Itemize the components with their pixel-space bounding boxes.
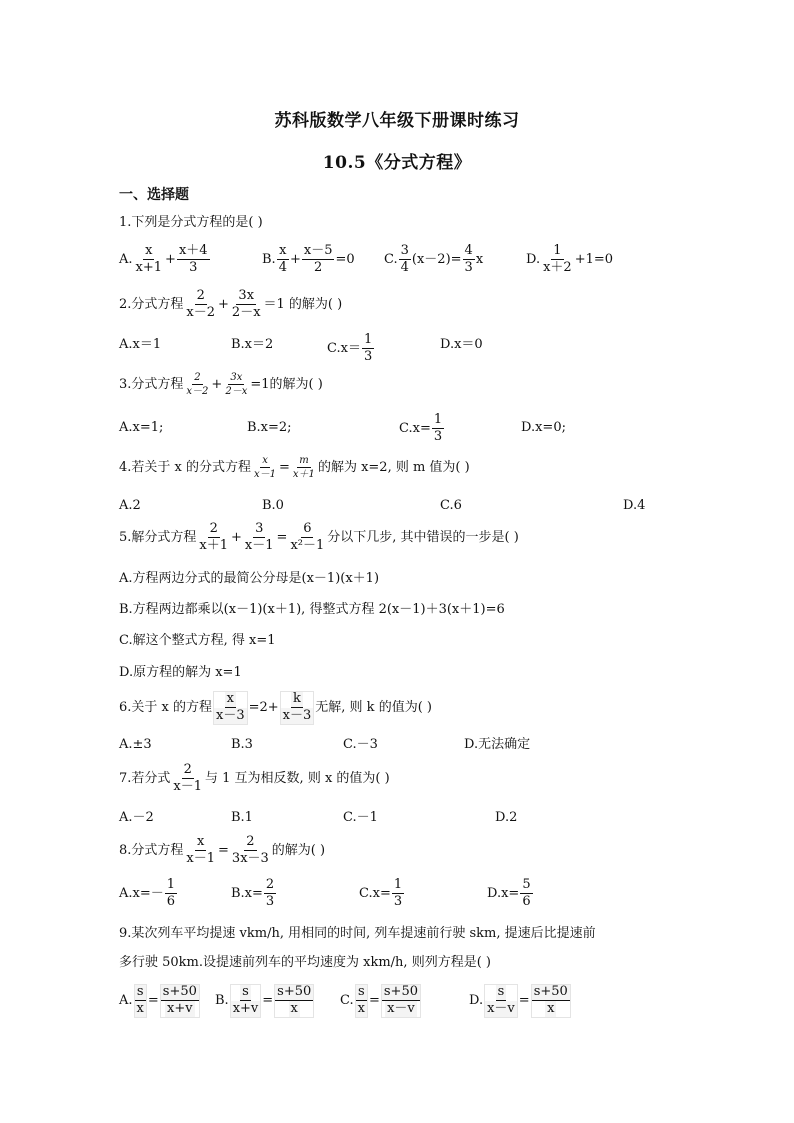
fraction xyxy=(432,413,444,445)
numerator: x xyxy=(225,692,236,708)
q2-option-a: A.x＝1 xyxy=(119,337,162,352)
denominator: x－3 xyxy=(282,708,312,724)
math-text: B. xyxy=(215,993,229,1009)
numerator: x xyxy=(277,244,288,260)
denominator: x－1 xyxy=(173,779,203,795)
fraction xyxy=(484,984,518,1018)
fraction xyxy=(381,984,421,1018)
numerator: 2 xyxy=(194,372,201,383)
fraction xyxy=(165,878,177,910)
fraction xyxy=(520,878,532,910)
q4-option-c: C.6 xyxy=(440,498,462,513)
q8-option-d xyxy=(487,878,534,910)
q4-option-b: B.0 xyxy=(262,498,284,513)
numerator: s+50 xyxy=(161,985,199,1001)
math-text: + xyxy=(165,252,176,268)
q5-option-d: D.原方程的解为 x=1 xyxy=(119,665,242,680)
fraction xyxy=(274,984,314,1018)
q5-option-b: B.方程两边都乘以(x－1)(x＋1), 得整式方程 2(x－1)＋3(x＋1)=6 xyxy=(119,602,505,617)
denominator: 3 xyxy=(393,894,403,910)
fraction xyxy=(223,372,249,397)
numerator: k xyxy=(291,692,303,708)
denominator: 3 xyxy=(433,429,443,445)
q5-option-a: A.方程两边分式的最简公分母是(x－1)(x＋1) xyxy=(119,571,380,586)
denominator: 3 xyxy=(189,260,198,276)
fraction xyxy=(541,244,574,276)
numerator: 5 xyxy=(520,878,532,894)
math-text: 6.关于 x 的方程 xyxy=(119,700,212,716)
fraction xyxy=(264,878,276,910)
numerator: x xyxy=(262,455,268,466)
q3-option-a: A.x=1; xyxy=(119,420,164,435)
numerator: s+50 xyxy=(275,985,313,1001)
section-heading: 一、选择题 xyxy=(119,187,189,203)
math-text: = xyxy=(218,843,229,859)
math-text: C.x= xyxy=(359,886,391,902)
math-text: + xyxy=(289,252,301,268)
fraction xyxy=(171,763,204,795)
math-text: + xyxy=(211,377,223,392)
q8-option-a xyxy=(119,878,178,910)
fraction xyxy=(230,289,263,321)
q9-option-b xyxy=(215,984,315,1018)
math-text: (x－2)= xyxy=(411,252,462,268)
math-text: 4.若关于 x 的分式方程 xyxy=(119,460,251,475)
denominator: 4 xyxy=(278,260,287,276)
math-text: C.x＝ xyxy=(327,341,361,357)
math-text: C.x= xyxy=(399,421,431,437)
numerator: s xyxy=(356,985,367,1001)
q6-option-c: C.－3 xyxy=(343,737,378,752)
math-text: = xyxy=(368,993,380,1009)
denominator: 6 xyxy=(166,894,176,910)
math-text: = xyxy=(518,993,530,1009)
q6-option-b: B.3 xyxy=(231,737,253,752)
denominator: x+v xyxy=(232,1001,259,1017)
math-text: = xyxy=(147,993,159,1009)
fraction xyxy=(197,522,230,554)
q9-option-a xyxy=(119,984,201,1018)
math-text: D. xyxy=(526,252,541,268)
q1-option-c xyxy=(384,244,483,276)
fraction xyxy=(230,835,271,867)
denominator: x xyxy=(547,1001,555,1017)
numerator: 6 xyxy=(301,522,313,538)
page-subtitle: 10.5《分式方程》 xyxy=(322,153,472,173)
math-text: =2+ xyxy=(248,700,279,716)
numerator: x＋4 xyxy=(177,244,210,260)
denominator: x＋1 xyxy=(199,538,229,554)
math-text: =0 xyxy=(335,252,355,268)
question-7-stem xyxy=(119,763,390,795)
option-label: A. xyxy=(119,252,133,268)
q1-option-a xyxy=(119,244,211,276)
math-text: A. xyxy=(119,993,133,1009)
fraction xyxy=(230,984,262,1018)
question-3-stem xyxy=(119,372,323,397)
math-text: +1=0 xyxy=(574,252,614,268)
math-text: D. xyxy=(469,993,484,1009)
math-text: 5.解分式方程 xyxy=(119,530,197,546)
fraction xyxy=(288,522,326,554)
fraction xyxy=(184,372,210,397)
math-text: 7.若分式 xyxy=(119,771,171,787)
math-text: 8.分式方程 xyxy=(119,843,184,859)
fraction xyxy=(184,835,217,867)
math-text: C. xyxy=(384,252,398,268)
math-text: 3.分式方程 xyxy=(119,377,184,392)
math-text: = xyxy=(276,530,288,546)
fraction xyxy=(399,244,411,276)
question-4-stem xyxy=(119,455,470,480)
q9-option-d xyxy=(469,984,572,1018)
fraction xyxy=(392,878,404,910)
page-title: 苏科版数学八年级下册课时练习 xyxy=(274,111,520,131)
math-text: 的解为 x=2, 则 m 值为( ) xyxy=(317,460,470,475)
math-text: D.x= xyxy=(487,886,520,902)
denominator: 2 xyxy=(314,260,323,276)
denominator: x－1 xyxy=(186,851,216,867)
q7-option-b: B.1 xyxy=(231,810,253,825)
q7-option-a: A.－2 xyxy=(119,810,154,825)
q7-option-c: C.－1 xyxy=(343,810,378,825)
fraction xyxy=(362,333,374,365)
denominator: x xyxy=(290,1001,298,1017)
math-text: = xyxy=(279,460,290,475)
q7-option-d: D.2 xyxy=(495,810,518,825)
denominator: x²－1 xyxy=(290,538,325,554)
fraction xyxy=(355,984,368,1018)
numerator: 4 xyxy=(463,244,475,260)
q3-option-c xyxy=(399,413,445,445)
math-text: + xyxy=(231,530,242,546)
denominator: x－1 xyxy=(254,469,277,480)
math-text: 的解为( ) xyxy=(271,843,326,859)
fraction xyxy=(213,691,248,725)
numerator: x xyxy=(195,835,206,851)
denominator: x－v xyxy=(487,1001,515,1017)
denominator: x－1 xyxy=(244,538,274,554)
numerator: 2 xyxy=(208,522,220,538)
math-text: x xyxy=(475,252,484,268)
fraction xyxy=(134,244,165,276)
question-5-stem xyxy=(119,522,519,554)
denominator: x xyxy=(357,1001,365,1017)
denominator: 2－x xyxy=(225,386,248,397)
math-text: ＝1 的解为( ) xyxy=(263,297,343,313)
numerator: m xyxy=(299,455,309,466)
math-text: 无解, 则 k 的值为( ) xyxy=(315,700,432,716)
fraction xyxy=(177,244,210,276)
math-text: 与 1 互为相反数, 则 x 的值为( ) xyxy=(205,771,390,787)
fraction xyxy=(463,244,475,276)
fraction xyxy=(277,244,289,276)
numerator: 2 xyxy=(195,289,207,305)
fraction xyxy=(160,984,200,1018)
numerator: x－5 xyxy=(302,244,335,260)
math-text: =1的解为( ) xyxy=(250,377,323,392)
math-text: B.x= xyxy=(231,886,263,902)
denominator: 3 xyxy=(363,349,373,365)
q8-option-b xyxy=(231,878,277,910)
numerator: s+50 xyxy=(382,985,420,1001)
math-text: 分以下几步, 其中错误的一步是( ) xyxy=(327,530,519,546)
q3-option-d: D.x=0; xyxy=(521,420,566,435)
numerator: 1 xyxy=(362,333,374,349)
numerator: s xyxy=(135,985,146,1001)
question-9-stem-line1: 9.某次列车平均提速 vkm/h, 用相同的时间, 列车提速前行驶 skm, 提速后比提速前 xyxy=(119,926,596,941)
denominator: 4 xyxy=(400,260,409,276)
numerator: 1 xyxy=(165,878,177,894)
numerator: 2 xyxy=(244,835,256,851)
question-8-stem xyxy=(119,835,325,867)
q9-option-c xyxy=(340,984,422,1018)
numerator: 1 xyxy=(432,413,444,429)
fraction xyxy=(252,455,278,480)
denominator: x+v xyxy=(167,1001,193,1017)
numerator: 1 xyxy=(392,878,404,894)
q4-option-d: D.4 xyxy=(623,498,646,513)
numerator: 1 xyxy=(551,244,563,260)
denominator: x＋2 xyxy=(543,260,572,276)
q6-option-a: A.±3 xyxy=(119,737,152,752)
math-text: = xyxy=(262,993,274,1009)
numerator: s+50 xyxy=(532,985,570,1001)
fraction xyxy=(302,244,335,276)
question-1-stem: 1.下列是分式方程的是( ) xyxy=(119,215,263,230)
numerator: x xyxy=(143,244,154,260)
q3-option-b: B.x=2; xyxy=(247,420,292,435)
q2-option-d: D.x＝0 xyxy=(440,337,483,352)
denominator: x+1 xyxy=(135,260,163,276)
q1-option-b xyxy=(262,244,355,276)
math-text: A.x=－ xyxy=(119,886,164,902)
denominator: x－2 xyxy=(186,305,216,321)
fraction xyxy=(280,691,315,725)
fraction xyxy=(134,984,147,1018)
math-text: C. xyxy=(340,993,354,1009)
numerator: 3x xyxy=(236,289,256,305)
math-text: + xyxy=(218,297,229,313)
q6-option-d: D.无法确定 xyxy=(464,737,531,752)
math-text: 2.分式方程 xyxy=(119,297,184,313)
numerator: 3 xyxy=(253,522,265,538)
q5-option-c: C.解这个整式方程, 得 x=1 xyxy=(119,633,276,648)
question-9-stem-line2: 多行驶 50km.设提速前列车的平均速度为 xkm/h, 则列方程是( ) xyxy=(119,955,491,970)
numerator: s xyxy=(496,985,507,1001)
denominator: x＋1 xyxy=(292,469,315,480)
denominator: 3x－3 xyxy=(231,851,269,867)
fraction xyxy=(243,522,276,554)
math-text: B. xyxy=(262,252,276,268)
denominator: 3 xyxy=(464,260,473,276)
numerator: 2 xyxy=(182,763,194,779)
fraction xyxy=(531,984,571,1018)
question-6-stem xyxy=(119,691,432,725)
denominator: 3 xyxy=(265,894,275,910)
numerator: 3x xyxy=(230,372,243,383)
denominator: 6 xyxy=(522,894,531,910)
fraction xyxy=(184,289,217,321)
numerator: 3 xyxy=(399,244,411,260)
denominator: x－v xyxy=(387,1001,415,1017)
q4-option-a: A.2 xyxy=(119,498,141,513)
denominator: x－2 xyxy=(186,386,209,397)
numerator: s xyxy=(240,985,251,1001)
q2-option-c xyxy=(327,333,375,365)
q2-option-b: B.x＝2 xyxy=(231,337,274,352)
denominator: x－3 xyxy=(216,708,245,724)
q1-option-d xyxy=(526,244,613,276)
numerator: 2 xyxy=(264,878,276,894)
fraction xyxy=(291,455,317,480)
denominator: 2－x xyxy=(231,305,261,321)
denominator: x xyxy=(136,1001,144,1017)
q8-option-c xyxy=(359,878,405,910)
question-2-stem xyxy=(119,289,342,321)
